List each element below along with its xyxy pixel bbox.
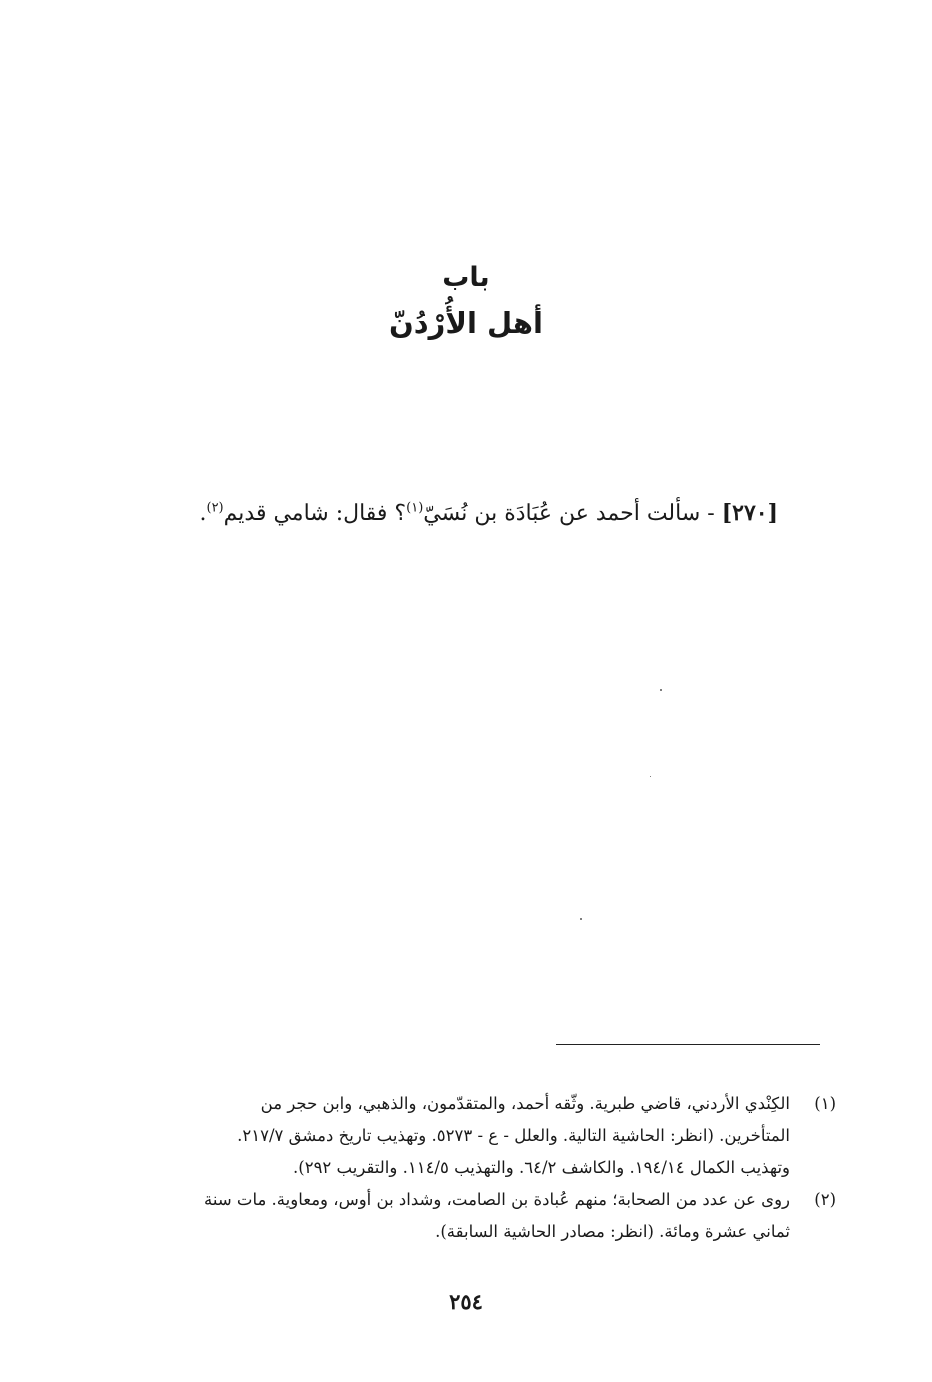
- footnote-line: الكِنْدي الأردني، قاضي طبرية. وثّقه أحمد، والمتقدّمون، والذهبي، وابن حجر من: [260, 1094, 790, 1113]
- scan-speck: [650, 776, 651, 777]
- footnote-number: (٢): [814, 1190, 836, 1209]
- entry-text-continued: ؟ فقال: شامي قديم: [223, 501, 407, 526]
- footnote-line: ثماني عشرة ومائة. (انظر: مصادر الحاشية السابقة).: [435, 1222, 790, 1241]
- footnote-number: (١): [814, 1094, 836, 1113]
- entry-number: [٢٧٠]: [721, 500, 778, 526]
- footnote-1: [96, 1088, 836, 1184]
- scan-speck: [580, 918, 582, 920]
- entry-text-end: .: [199, 501, 207, 526]
- chapter-title: أهل الأُرْدُنّ: [389, 306, 543, 340]
- chapter-label: باب: [442, 262, 490, 293]
- footnote-line: روى عن عدد من الصحابة؛ منهم عُبادة بن الصامت، وشداد بن أوس، ومعاوية. مات سنة: [204, 1190, 790, 1209]
- footnote-marker-1[interactable]: (١): [406, 500, 424, 516]
- scan-speck: [660, 689, 662, 691]
- footnote-2: [96, 1184, 836, 1248]
- footnote-separator: [556, 1044, 820, 1045]
- entry-paragraph: [138, 495, 778, 532]
- entry-text: - سألت أحمد عن عُبَادَة بن نُسَيّ: [423, 501, 715, 526]
- footnote-marker-2[interactable]: (٢): [206, 500, 224, 516]
- footnote-line: المتأخرين. (انظر: الحاشية التالية. والعلل - ع - ٥٢٧٣. وتهذيب تاريخ دمشق ٢١٧/٧.: [237, 1126, 790, 1145]
- footnote-line: وتهذيب الكمال ١٩٤/١٤. والكاشف ٦٤/٢. والتهذيب ١١٤/٥. والتقريب ٢٩٢).: [293, 1158, 790, 1177]
- footnotes-section: [96, 1088, 836, 1248]
- page-number: ٢٥٤: [449, 1289, 483, 1314]
